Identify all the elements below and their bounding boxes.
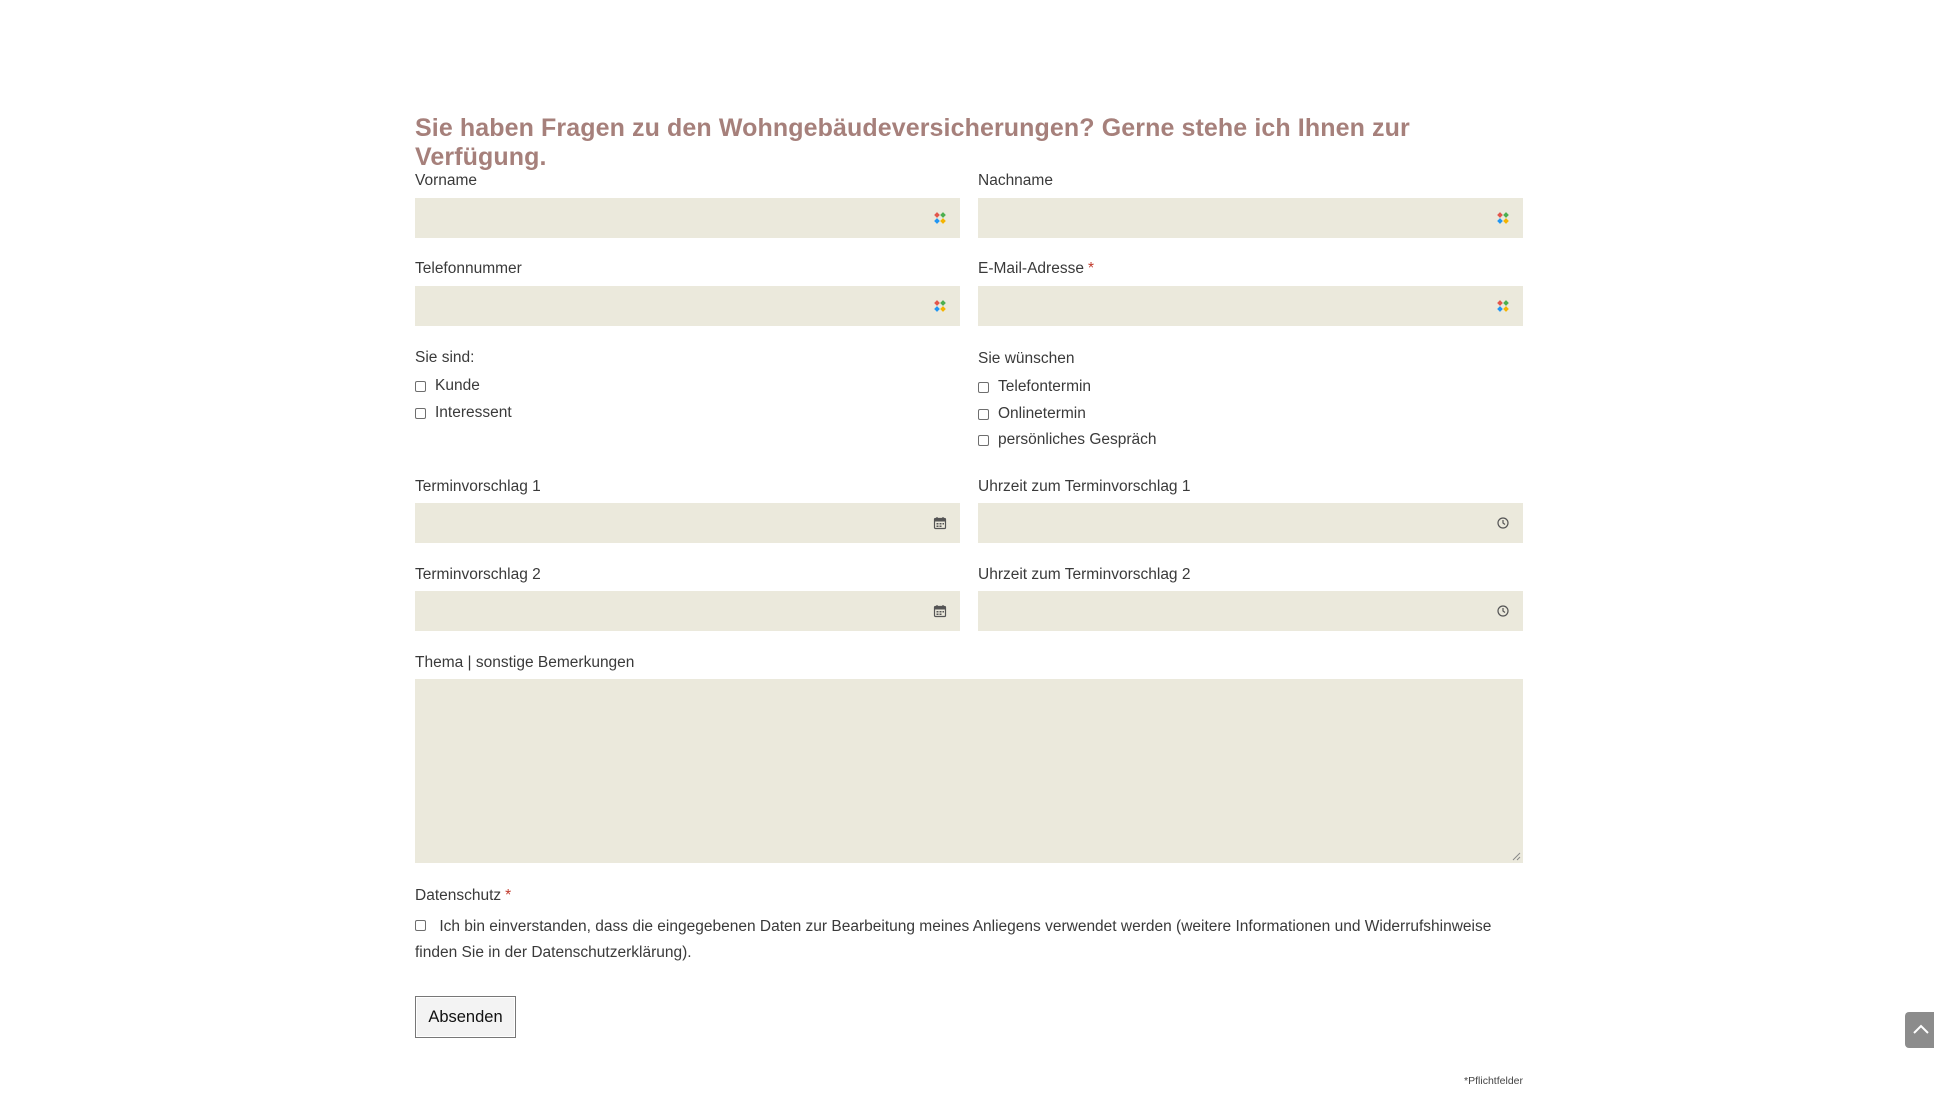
date2-input[interactable] xyxy=(415,591,960,631)
scroll-to-top-button[interactable] xyxy=(1905,1012,1934,1048)
option-onlinetermin[interactable] xyxy=(978,405,1086,423)
password-manager-icon[interactable] xyxy=(932,210,948,226)
last-name-label: Nachname xyxy=(978,172,1053,189)
onlinetermin-checkbox[interactable] xyxy=(978,409,989,420)
required-marker: * xyxy=(1087,260,1094,277)
interessent-label: Interessent xyxy=(435,404,512,421)
time2-label: Uhrzeit zum Terminvorschlag 2 xyxy=(978,566,1191,583)
date2-label: Terminvorschlag 2 xyxy=(415,566,541,583)
kunde-label: Kunde xyxy=(435,377,480,394)
phone-label: Telefonnummer xyxy=(415,260,522,277)
option-telefontermin[interactable] xyxy=(978,378,1091,396)
time1-input[interactable] xyxy=(978,503,1523,543)
first-name-label: Vorname xyxy=(415,172,478,189)
remarks-label: Thema | sonstige Bemerkungen xyxy=(415,654,635,671)
time2-input[interactable] xyxy=(978,591,1523,631)
onlinetermin-label: Onlinetermin xyxy=(998,405,1086,422)
resize-handle-icon[interactable] xyxy=(1511,851,1521,861)
privacy-label-text: Datenschutz xyxy=(415,887,502,904)
password-manager-icon[interactable] xyxy=(1495,298,1511,314)
date1-label: Terminvorschlag 1 xyxy=(415,478,541,495)
submit-button[interactable]: Absenden xyxy=(415,996,516,1038)
persoenliches-gespraech-label: persönliches Gespräch xyxy=(998,431,1157,448)
form-heading: Sie haben Fragen zu den Wohngebäudeversicherungen? Gerne stehe ich Ihnen zur Verfügung. xyxy=(415,114,1410,171)
date1-input[interactable] xyxy=(415,503,960,543)
option-interessent[interactable] xyxy=(415,404,512,422)
telefontermin-label: Telefontermin xyxy=(998,378,1092,395)
telefontermin-checkbox[interactable] xyxy=(978,382,989,393)
option-kunde[interactable] xyxy=(415,377,480,395)
email-label-text: E-Mail-Adresse xyxy=(978,260,1084,277)
phone-input[interactable] xyxy=(415,286,960,326)
persoenliches-gespraech-checkbox[interactable] xyxy=(978,435,989,446)
remarks-textarea[interactable] xyxy=(415,679,1523,863)
time1-label: Uhrzeit zum Terminvorschlag 1 xyxy=(978,478,1191,495)
kunde-checkbox[interactable] xyxy=(415,381,426,392)
clock-icon[interactable] xyxy=(1495,515,1511,531)
last-name-input[interactable] xyxy=(978,198,1523,238)
required-fields-note: *Pflichtfelder xyxy=(1464,1075,1523,1087)
privacy-consent[interactable] xyxy=(415,914,1523,966)
email-input[interactable] xyxy=(978,286,1523,326)
chevron-up-icon xyxy=(1905,1012,1933,1048)
you-are-label: Sie sind: xyxy=(415,349,475,366)
calendar-icon[interactable] xyxy=(932,603,948,619)
privacy-consent-text: Ich bin einverstanden, dass die eingegebenen Daten zur Bearbeitung meines Anliegens verwendet werden (weitere Informationen und Widerrufshinweise finden Sie in der Datenschutzerklärung). xyxy=(415,918,1492,961)
privacy-label xyxy=(415,887,511,905)
option-persoenliches-gespraech[interactable] xyxy=(978,431,1157,449)
privacy-checkbox[interactable] xyxy=(415,920,426,931)
interessent-checkbox[interactable] xyxy=(415,408,426,419)
clock-icon[interactable] xyxy=(1495,603,1511,619)
calendar-icon[interactable] xyxy=(932,515,948,531)
password-manager-icon[interactable] xyxy=(1495,210,1511,226)
password-manager-icon[interactable] xyxy=(932,298,948,314)
required-marker: * xyxy=(505,887,512,904)
email-label xyxy=(978,260,1094,278)
you-wish-label: Sie wünschen xyxy=(978,350,1075,367)
first-name-input[interactable] xyxy=(415,198,960,238)
